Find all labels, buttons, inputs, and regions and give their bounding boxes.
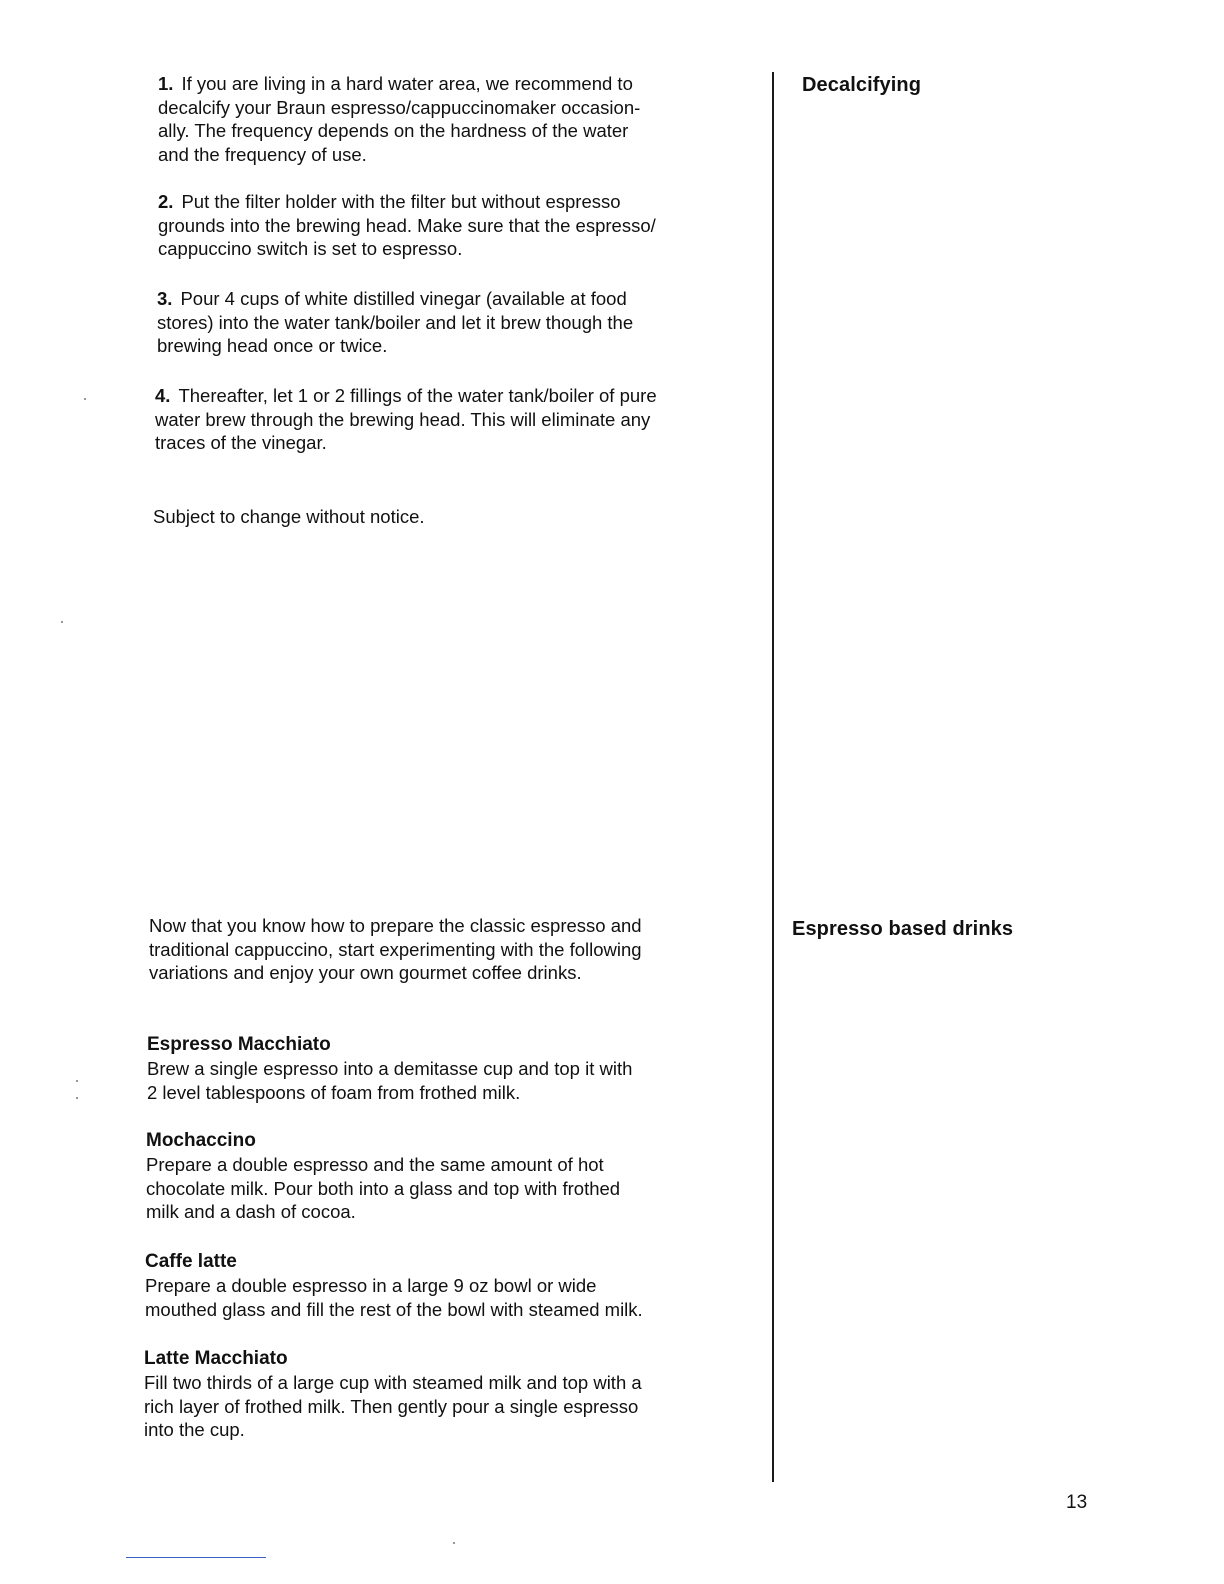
drink-description: Fill two thirds of a large cup with steamed milk and top with a rich layer of frothed milk. Then gently pour a single espresso into the cup. bbox=[144, 1372, 642, 1440]
drink-name: Caffe latte bbox=[145, 1251, 237, 1272]
drink-description: Brew a single espresso into a demitasse cup and top it with 2 level tablespoons of foam from frothed milk. bbox=[147, 1058, 633, 1103]
step-number: 3. bbox=[157, 288, 173, 309]
drink-description: Prepare a double espresso in a large 9 oz bowl or wide mouthed glass and fill the rest of the bowl with steamed milk. bbox=[145, 1275, 643, 1320]
drink-espresso-macchiato bbox=[147, 1033, 747, 1104]
drink-name: Latte Macchiato bbox=[144, 1348, 288, 1369]
footer-rule bbox=[126, 1557, 266, 1558]
decalcifying-heading: Decalcifying bbox=[802, 74, 922, 96]
scan-speck bbox=[84, 398, 86, 400]
step-number: 1. bbox=[158, 73, 174, 94]
drink-description: Prepare a double espresso and the same amount of hot chocolate milk. Pour both into a glass and top with frothed milk and a dash of cocoa. bbox=[146, 1154, 621, 1222]
column-divider bbox=[772, 72, 774, 1482]
step-text: Put the filter holder with the filter but without espresso grounds into the brewing head. Make sure that the espresso/ cappuccino switch is set to espresso. bbox=[158, 191, 656, 259]
scan-speck bbox=[61, 621, 63, 623]
drink-name: Espresso Macchiato bbox=[147, 1034, 331, 1055]
decalcify-step-4 bbox=[155, 384, 755, 455]
change-notice: Subject to change without notice. bbox=[153, 506, 425, 527]
scan-speck bbox=[76, 1080, 78, 1082]
step-text: If you are living in a hard water area, we recommend to decalcify your Braun espresso/cappuccinomaker occasion- ally. The frequency depends on the hardness of the water and the frequency of use. bbox=[158, 73, 641, 165]
step-number: 2. bbox=[158, 191, 174, 212]
step-text: Pour 4 cups of white distilled vinegar (available at food stores) into the water tank/boiler and let it brew though the brewing head once or twice. bbox=[157, 288, 634, 356]
decalcify-step-3 bbox=[157, 287, 757, 358]
step-text: Thereafter, let 1 or 2 fillings of the water tank/boiler of pure water brew through the brewing head. This will eliminate any traces of the vinegar. bbox=[155, 385, 657, 453]
scan-speck bbox=[76, 1097, 78, 1099]
drink-caffe-latte bbox=[145, 1250, 745, 1321]
scan-speck bbox=[453, 1542, 455, 1544]
step-number: 4. bbox=[155, 385, 171, 406]
page-number: 13 bbox=[1066, 1492, 1088, 1513]
drink-name: Mochaccino bbox=[146, 1130, 256, 1151]
decalcify-step-2 bbox=[158, 190, 758, 261]
drinks-intro: Now that you know how to prepare the classic espresso and traditional cappuccino, start experimenting with the following variations and enjoy your own gourmet coffee drinks. bbox=[149, 915, 642, 983]
espresso-drinks-heading: Espresso based drinks bbox=[792, 918, 1014, 940]
decalcify-step-1 bbox=[158, 72, 758, 166]
drink-mochaccino bbox=[146, 1129, 746, 1224]
drink-latte-macchiato bbox=[144, 1347, 744, 1442]
